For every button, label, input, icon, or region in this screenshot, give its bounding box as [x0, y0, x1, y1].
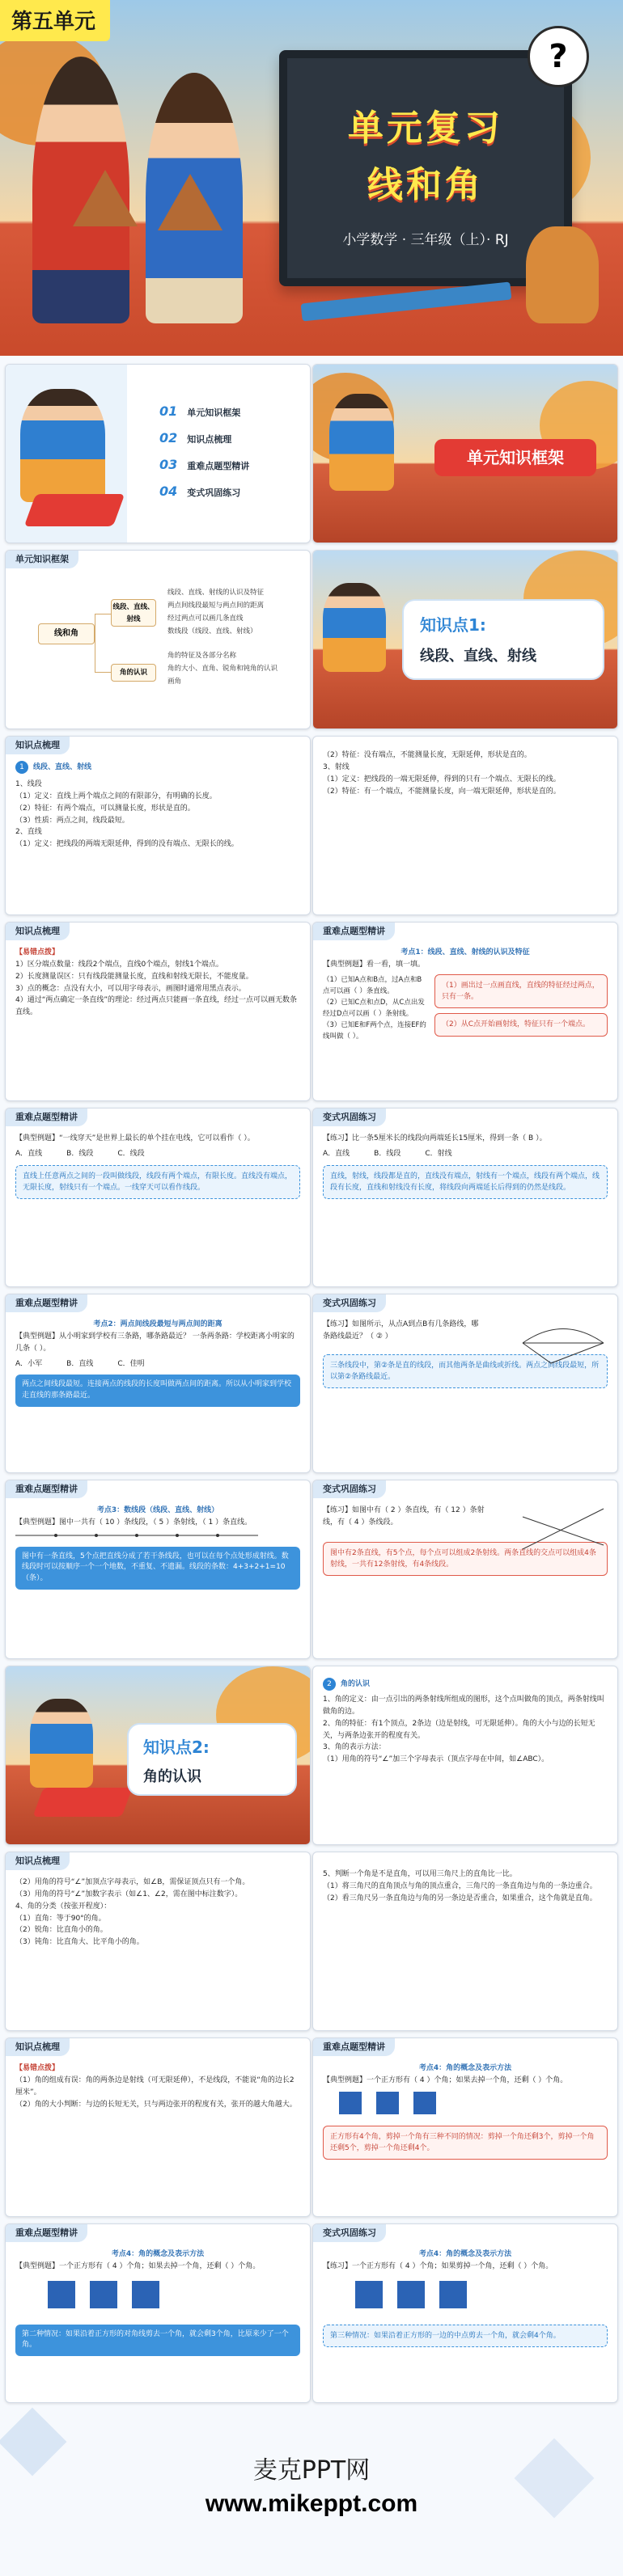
square-shape	[439, 2281, 467, 2308]
kp1-card	[402, 599, 604, 680]
text-line: （1）定义：把线段的两端无限延伸，得到的没有端点、无限长的线。	[15, 840, 239, 849]
footer-brand: 麦克PPT网	[252, 2456, 371, 2485]
slide-header: 变式巩固练习	[313, 2224, 386, 2242]
s17-slide	[312, 2223, 618, 2403]
framework-title-slide	[312, 364, 618, 543]
text-line: 1、角的定义：由一点引出的两条射线所组成的图形，这个点叫做角的顶点，两条射线叫做角的边。	[323, 1696, 604, 1716]
text-line: 5、判断一个角是不是直角，可以用三角尺上的直角比一比。	[323, 1870, 517, 1878]
route-diagram	[519, 1319, 608, 1367]
s11-slide	[312, 1666, 618, 1845]
text-line: 3）点的概念：点没有大小，可以用字母表示，画图时通常用黑点表示。	[15, 984, 246, 993]
toc-num: 03	[159, 457, 178, 472]
text-line: （3）钝角：比直角大、比平角小的角。	[15, 1938, 144, 1947]
answer-box: 两点之间线段最短。连接两点的线段的长度叫做两点间的距离。所以从小明家到学校走直线的那条路最近。	[15, 1375, 300, 1407]
text-line: 1）区分端点数量：线段2个端点，直线0个端点，射线1个端点。	[15, 960, 223, 969]
slide-header: 变式巩固练习	[313, 1294, 386, 1312]
framework-leaves-1	[167, 586, 264, 638]
slide-header: 知识点梳理	[6, 923, 70, 940]
toc-label: 重难点题型精讲	[187, 461, 250, 471]
question-bubble-icon: ?	[528, 26, 589, 87]
kaodian-title: 考点4：角的概念及表示方法	[418, 2250, 512, 2258]
framework-leaf: 两点间线段最短与两点间的距离	[167, 602, 265, 610]
question: 【练习】比一条5厘米长的线段向两端延长15厘米，得到一条（ B ）。	[323, 1134, 547, 1142]
toc-list	[159, 403, 249, 499]
answer-box: 图中有一条直线，5个点把直线分成了若干条线段，也可以在每个点处形成射线。数线段时可以按顺序一个一个地数，不重复、不遗漏。线段的条数：4+3+2+1=10（条）。	[15, 1547, 300, 1590]
s4-slide	[312, 922, 618, 1101]
text-line: （1）将三角尺的直角顶点与角的顶点重合，三角尺的一条直角边与角的一条边重合。	[323, 1881, 597, 1890]
text-line: （2）用角的符号“∠”加顶点字母表示，如∠B，需保证顶点只有一个角。	[15, 1878, 250, 1886]
answer-box: （1）画出过一点画直线，直线的特征经过两点，只有一条。	[434, 974, 608, 1009]
text-line: （3）已知E和F两个点，连接EF的线叫做（ ）。	[323, 1020, 426, 1041]
framework-leaf: 经过两点可以画几条直线	[167, 614, 244, 623]
toc-item[interactable]	[159, 430, 249, 446]
framework-title-card: 单元知识框架	[434, 439, 596, 476]
text-line: （1）直角：等于90°的角。	[15, 1914, 106, 1923]
topic-pill: 角的认识	[341, 1680, 371, 1688]
cover-slide	[0, 0, 623, 356]
option[interactable]: B．线段	[66, 1149, 94, 1158]
toc-item[interactable]	[159, 403, 249, 419]
framework-branch-angles: 角的认识	[111, 664, 156, 682]
square-shape	[355, 2281, 383, 2308]
question: 【典型例题】图中一共有（ 10 ）条线段，（ 5 ）条射线，（ 1 ）条直线。	[15, 1518, 252, 1527]
toc-item[interactable]	[159, 457, 249, 472]
kp-title: 线段、直线、射线	[420, 648, 536, 665]
s8-slide	[312, 1294, 618, 1473]
text-line: （1）用角的符号“∠”加三个字母表示（顶点字母在中间，如∠ABC）。	[323, 1755, 549, 1764]
text-line: 1、线段	[15, 780, 42, 788]
slide-header: 变式巩固练习	[313, 1109, 386, 1126]
toc-label: 知识点梳理	[187, 434, 232, 445]
kp-label: 知识点1:	[420, 615, 486, 635]
answer-box: 图中有2条直线，有5个点，每个点可以组成2条射线。两条直线的交点可以组成4条射线，一共有12条射线，有4条线段。	[323, 1542, 608, 1577]
square-shape	[397, 2281, 425, 2308]
slide-header: 变式巩固练习	[313, 1480, 386, 1498]
text-line: （1）定义：直线上两个端点之间的有限部分，有明确的长度。	[15, 792, 217, 800]
kaodian-title: 考点1：线段、直线、射线的认识及特征	[400, 948, 530, 956]
slide-header: 知识点梳理	[6, 737, 70, 754]
kaodian-title: 考点3：数线段（线段、直线、射线）	[96, 1506, 219, 1514]
text-line: 4）通过“两点确定一条直线”的理论：经过两点只能画一条直线，经过一点可以画无数条直线。	[15, 996, 298, 1017]
s9-slide	[5, 1480, 311, 1659]
text-line: （2）已知C点和点D，从C点出发经过D点可以画（ ）条射线。	[323, 998, 425, 1018]
toc-num: 04	[159, 484, 178, 499]
wooden-triangle	[158, 174, 222, 230]
framework-leaf: 线段、直线、射线的认识及特征	[167, 589, 265, 597]
s3-slide	[5, 922, 311, 1101]
s12-slide	[5, 1852, 311, 2031]
kid-jumping-illustration	[329, 394, 394, 491]
slide-header: 重难点题型精讲	[313, 923, 395, 940]
option[interactable]: C．佳明	[117, 1359, 145, 1368]
s10-slide	[312, 1480, 618, 1659]
text-line: 2、角的特征：有1个顶点，2条边（边是射线，可无限延伸）。角的大小与边的长短无关，与两条边张开的程度有关。	[323, 1719, 595, 1740]
toc-slide	[5, 364, 311, 543]
s5-slide	[5, 1108, 311, 1287]
red-platform	[32, 1788, 132, 1817]
kp-title: 角的认识	[143, 1768, 201, 1785]
s2-slide	[312, 736, 618, 915]
text-line: 2、直线	[15, 828, 42, 837]
kaodian-title: 考点2：两点间线段最短与两点间的距离	[93, 1320, 222, 1328]
cross-lines-diagram	[519, 1505, 608, 1553]
unit-tag: 第五单元	[0, 0, 110, 41]
slide-header: 重难点题型精讲	[6, 1294, 87, 1312]
square-shape	[48, 2281, 75, 2308]
kid-jumping-illustration	[323, 583, 386, 672]
question: 【典型例题】一个正方形有（ 4 ）个角；如果去掉一个角，还剩（ ）个角。	[323, 2076, 568, 2084]
s1-slide	[5, 736, 311, 915]
text-line: 3、射线	[323, 762, 350, 771]
square-shape	[376, 2092, 399, 2114]
toc-num: 02	[159, 430, 178, 446]
kp2-title-slide	[5, 1666, 311, 1845]
text-line: （1）已知A点和B点，过A点和B点可以画（ ）条直线。	[323, 975, 422, 995]
horse-mascot	[526, 226, 599, 323]
s14-slide	[5, 2038, 311, 2217]
square-shape	[90, 2281, 117, 2308]
answer-box: （2）从C点开始画射线，特征只有一个端点。	[434, 1013, 608, 1036]
question: 【练习】如图中有（ 2 ）条直线，有（ 12 ）条射线，有（ 4 ）条线段。	[323, 1506, 485, 1527]
footer	[0, 2450, 623, 2518]
question: 【典型例题】从小明家到学校有三条路，哪条路最近？ 一条两条路：学校距离小明家的几条（ ）。	[15, 1332, 295, 1353]
slide-header: 知识点梳理	[6, 1852, 70, 1870]
topic-pill: 线段、直线、射线	[33, 763, 92, 771]
framework-root: 线和角	[38, 623, 95, 644]
option[interactable]: C．线段	[117, 1149, 145, 1158]
cover-title-line1: 单元复习	[348, 108, 503, 149]
cover-title-line2: 线和角	[367, 164, 484, 205]
kaodian-title: 考点4：角的概念及表示方法	[418, 2064, 512, 2072]
kp-label: 知识点2:	[143, 1738, 210, 1757]
number-badge-icon: 1	[15, 761, 28, 774]
framework-leaf: 角的特征及各部分名称	[167, 652, 237, 660]
tip-title: 【易错点拨】	[15, 948, 60, 956]
kaodian-title: 考点4：角的概念及表示方法	[111, 2250, 205, 2258]
text-line: （2）角的大小判断：与边的长短无关，只与两边张开的程度有关，张开的越大角越大。	[15, 2100, 297, 2109]
option[interactable]: A．直线	[323, 1149, 350, 1158]
answer-box: 直线，射线，线段都是直的，直线没有端点，射线有一个端点，线段有两个端点，线段有长度，直线和射线没有长度，将线段向两端延长后得到的仍然是线段。	[323, 1165, 608, 1200]
text-line: （2）特征：有两个端点，可以测量长度，形状是直的。	[15, 804, 195, 813]
kid-jumping-illustration	[30, 1699, 93, 1788]
framework-slide	[5, 550, 311, 729]
framework-branch-lines: 线段、直线、射线	[111, 599, 156, 627]
kp2-card	[127, 1723, 297, 1796]
square-shape	[132, 2281, 159, 2308]
s6-slide	[312, 1108, 618, 1287]
option[interactable]: C．射线	[425, 1149, 452, 1158]
answer-box: 第三种情况：如果沿着正方形的一边的中点剪去一个角，就会剩4个角。	[323, 2325, 608, 2347]
s15-slide	[312, 2038, 618, 2217]
s16-slide	[5, 2223, 311, 2403]
slide-header: 重难点题型精讲	[6, 1480, 87, 1498]
line-segment-diagram	[15, 1529, 258, 1542]
text-line: （1）定义：把线段的一端无限延伸，得到的只有一个端点、无限长的线。	[323, 775, 561, 783]
answer-box: 第二种情况：如果沿着正方形的对角线剪去一个角，就会剩3个角，比原来少了一个角。	[15, 2325, 300, 2357]
framework-leaf: 画角	[167, 678, 182, 686]
text-line: （2）特征：没有端点，不能测量长度，无限延伸，形状是直的。	[323, 751, 532, 759]
question: 【典型例题】看一看，填一填。	[323, 960, 426, 969]
answer-box: 直线上任意两点之间的一段叫做线段，线段有两个端点，有限长度。直线没有端点，无限长度，射线只有一个端点。一线穿天可以看作线段。	[15, 1165, 300, 1200]
framework-leaves-2	[167, 649, 278, 688]
text-line: （3）用角的符号“∠”加数字表示（如∠1、∠2，需在图中标注数字）。	[15, 1890, 243, 1898]
wooden-triangle	[73, 170, 138, 226]
slide-header: 单元知识框架	[6, 551, 78, 568]
square-shape	[339, 2092, 362, 2114]
text-line: （2）看三角尺另一条直角边与角的另一条边是否重合，如果重合，这个角就是直角。	[323, 1894, 597, 1902]
kp1-title-slide	[312, 550, 618, 729]
answer-box: 正方形有4个角，剪掉一个角有三种不同的情况：剪掉一个角还剩3个，剪掉一个角还剩5个，剪掉一个角还剩4个。	[323, 2126, 608, 2160]
answer-box: 三条线段中，第②条是直的线段，而其他两条是曲线或折线。两点之间线段最短，所以第②条路线最近。	[323, 1354, 608, 1389]
kid-jumping-illustration	[20, 389, 105, 502]
option[interactable]: B．直线	[66, 1359, 94, 1368]
toc-label: 单元知识框架	[187, 408, 241, 418]
text-line: 2）长度测量误区：只有线段能测量长度，直线和射线无限长，不能度量。	[15, 972, 253, 981]
option[interactable]: B．线段	[374, 1149, 401, 1158]
option[interactable]: A．直线	[15, 1149, 43, 1158]
tip-title: 【易错点拨】	[15, 2064, 60, 2072]
text-line: （1）角的组成有误：角的两条边是射线（可无限延伸），不是线段，不能说“角的边长2厘米”。	[15, 2076, 295, 2097]
question: 【典型例题】一个正方形有（ 4 ）个角；如果去掉一个角，还剩（ ）个角。	[15, 2261, 261, 2270]
option[interactable]: A．小军	[15, 1359, 43, 1368]
framework-leaf: 数线段（线段、直线、射线）	[167, 627, 257, 636]
slide-header: 重难点题型精讲	[313, 2038, 395, 2056]
question: 【练习】如图所示，从点A到点B有几条路线，哪条路线最近？（ ② ）	[323, 1320, 479, 1341]
pencil-icon	[301, 281, 512, 321]
slide-header: 重难点题型精讲	[6, 2224, 87, 2242]
slide-header: 知识点梳理	[6, 2038, 70, 2056]
text-line: 3、角的表示方法：	[323, 1743, 386, 1752]
footer-url[interactable]: www.mikeppt.com	[205, 2490, 418, 2517]
toc-item[interactable]	[159, 484, 249, 499]
text-line: 4、角的分类（按张开程度）：	[15, 1902, 112, 1911]
square-shape	[413, 2092, 436, 2114]
number-badge-icon: 2	[323, 1678, 336, 1691]
framework-leaf: 角的大小、直角、锐角和钝角的认识	[167, 665, 278, 673]
text-line: （3）性质：两点之间，线段最短。	[15, 816, 129, 825]
toc-num: 01	[159, 403, 178, 419]
text-line: （2）特征：有一个端点，不能测量长度，向一端无限延伸，形状是直的。	[323, 787, 561, 796]
question: 【练习】一个正方形有（ 4 ）个角；如果剪掉一个角，还剩（ ）个角。	[323, 2261, 553, 2270]
text-line: （2）锐角：比直角小的角。	[15, 1926, 108, 1935]
s13-slide	[312, 1852, 618, 2031]
slide-header: 重难点题型精讲	[6, 1109, 87, 1126]
question: 【典型例题】“一线穿天”是世界上最长的单个挂在电线，它可以看作（ ）。	[15, 1134, 255, 1142]
cover-subtitle: 小学数学 · 三年级（上）· RJ	[342, 232, 509, 248]
s7-slide	[5, 1294, 311, 1473]
toc-label: 变式巩固练习	[187, 488, 241, 498]
red-platform	[24, 494, 125, 526]
